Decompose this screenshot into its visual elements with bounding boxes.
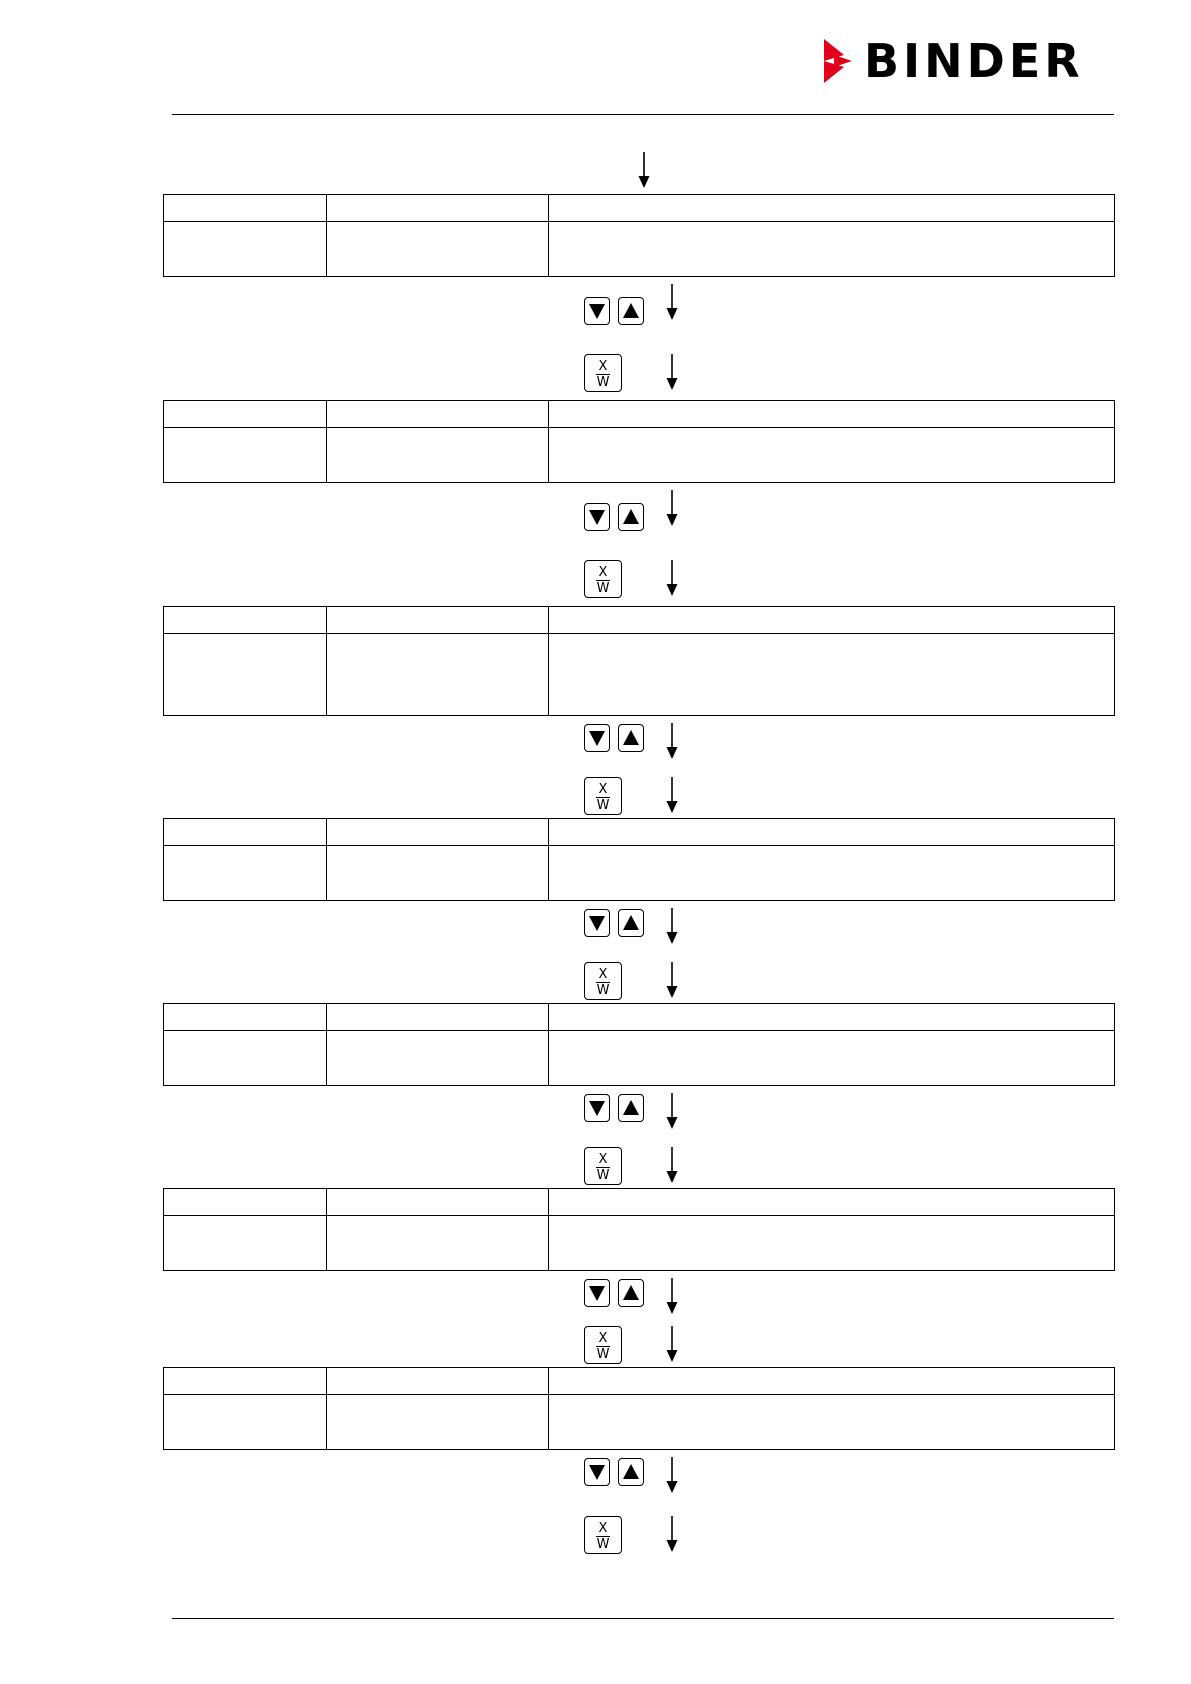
arrow-up-key-icon xyxy=(618,1458,644,1486)
table-cell xyxy=(164,1004,327,1031)
x-w-key-icon xyxy=(584,962,622,1000)
table-cell xyxy=(164,634,327,716)
arrow-keys xyxy=(584,503,646,533)
table-cell xyxy=(327,428,549,483)
binder-logo xyxy=(822,34,1112,88)
table-cell xyxy=(327,401,549,428)
table-cell xyxy=(549,428,1115,483)
down-arrow-icon xyxy=(665,908,679,944)
down-arrow-icon xyxy=(665,723,679,759)
table-row xyxy=(164,1216,1115,1271)
down-arrow-icon xyxy=(665,560,679,596)
arrow-down-key-icon xyxy=(584,503,610,531)
table-cell xyxy=(549,819,1115,846)
table-header-row xyxy=(164,195,1115,222)
binder-logo-mark-icon xyxy=(822,39,854,83)
arrow-keys xyxy=(584,724,646,754)
table-cell xyxy=(164,195,327,222)
table-row xyxy=(164,634,1115,716)
key-label-top: X xyxy=(598,1152,608,1167)
down-arrow-icon xyxy=(665,490,679,526)
table-row xyxy=(164,1031,1115,1086)
x-w-key-icon xyxy=(584,777,622,815)
key-label-bottom: W xyxy=(596,581,610,596)
arrow-keys xyxy=(584,1458,646,1488)
table-cell xyxy=(549,607,1115,634)
down-arrow-icon xyxy=(665,962,679,998)
table-cell xyxy=(549,401,1115,428)
down-arrow-icon xyxy=(665,1457,679,1493)
x-w-key-icon xyxy=(584,1516,622,1554)
arrow-up-key-icon xyxy=(618,724,644,752)
key-label-top: X xyxy=(598,359,608,374)
x-w-key-icon xyxy=(584,1326,622,1364)
step-table-6 xyxy=(163,1188,1115,1271)
header-divider xyxy=(172,114,1114,115)
table-cell xyxy=(327,1216,549,1271)
down-arrow-icon xyxy=(665,284,679,320)
arrow-up-key-icon xyxy=(618,503,644,531)
key-label-top: X xyxy=(598,1521,608,1536)
table-cell xyxy=(549,1368,1115,1395)
table-cell xyxy=(327,195,549,222)
table-cell xyxy=(327,1031,549,1086)
footer-divider xyxy=(172,1618,1114,1619)
table-cell xyxy=(164,846,327,901)
arrow-up-key-icon xyxy=(618,297,644,325)
down-arrow-icon xyxy=(665,1147,679,1183)
table-cell xyxy=(327,634,549,716)
arrow-keys xyxy=(584,1094,646,1124)
arrow-down-key-icon xyxy=(584,1279,610,1307)
key-label-bottom: W xyxy=(596,1347,610,1362)
table-cell xyxy=(327,222,549,277)
down-arrow-icon xyxy=(665,777,679,813)
step-table-1 xyxy=(163,194,1115,277)
table-cell xyxy=(327,846,549,901)
arrow-up-key-icon xyxy=(618,1279,644,1307)
table-cell xyxy=(164,1368,327,1395)
table-cell xyxy=(549,1216,1115,1271)
table-row xyxy=(164,846,1115,901)
table-cell xyxy=(549,195,1115,222)
arrow-down-key-icon xyxy=(584,1458,610,1486)
step-table-7 xyxy=(163,1367,1115,1450)
key-label-bottom: W xyxy=(596,375,610,390)
brand-name: BINDER xyxy=(864,34,1084,88)
arrow-keys xyxy=(584,909,646,939)
step-table-3 xyxy=(163,606,1115,716)
table-row xyxy=(164,428,1115,483)
key-label-top: X xyxy=(598,1331,608,1346)
key-label-top: X xyxy=(598,565,608,580)
table-cell xyxy=(327,1368,549,1395)
arrow-up-key-icon xyxy=(618,1094,644,1122)
table-cell xyxy=(164,428,327,483)
table-cell xyxy=(327,1395,549,1450)
table-cell xyxy=(327,1004,549,1031)
table-cell xyxy=(549,634,1115,716)
table-cell xyxy=(549,1031,1115,1086)
table-cell xyxy=(549,846,1115,901)
table-cell xyxy=(164,1395,327,1450)
key-label-bottom: W xyxy=(596,1168,610,1183)
table-header-row xyxy=(164,1368,1115,1395)
table-cell xyxy=(164,607,327,634)
arrow-keys xyxy=(584,297,646,327)
table-cell xyxy=(327,607,549,634)
arrow-down-key-icon xyxy=(584,297,610,325)
arrow-keys xyxy=(584,1279,646,1309)
table-cell xyxy=(164,1031,327,1086)
key-label-top: X xyxy=(598,782,608,797)
table-header-row xyxy=(164,607,1115,634)
down-arrow-icon xyxy=(665,354,679,390)
x-w-key-icon xyxy=(584,1147,622,1185)
table-cell xyxy=(549,222,1115,277)
arrow-up-key-icon xyxy=(618,909,644,937)
key-label-top: X xyxy=(598,967,608,982)
table-row xyxy=(164,222,1115,277)
table-cell xyxy=(327,1189,549,1216)
arrow-down-key-icon xyxy=(584,724,610,752)
table-header-row xyxy=(164,1189,1115,1216)
step-table-2 xyxy=(163,400,1115,483)
table-cell xyxy=(164,819,327,846)
table-cell xyxy=(164,222,327,277)
key-label-bottom: W xyxy=(596,1537,610,1552)
key-label-bottom: W xyxy=(596,983,610,998)
down-arrow-icon xyxy=(637,152,651,188)
down-arrow-icon xyxy=(665,1326,679,1362)
table-row xyxy=(164,1395,1115,1450)
table-cell xyxy=(549,1189,1115,1216)
table-cell xyxy=(327,819,549,846)
x-w-key-icon xyxy=(584,354,622,392)
table-header-row xyxy=(164,819,1115,846)
down-arrow-icon xyxy=(665,1516,679,1552)
table-cell xyxy=(549,1395,1115,1450)
table-cell xyxy=(549,1004,1115,1031)
table-header-row xyxy=(164,1004,1115,1031)
down-arrow-icon xyxy=(665,1093,679,1129)
table-header-row xyxy=(164,401,1115,428)
arrow-down-key-icon xyxy=(584,909,610,937)
table-cell xyxy=(164,401,327,428)
table-cell xyxy=(164,1189,327,1216)
step-table-5 xyxy=(163,1003,1115,1086)
arrow-down-key-icon xyxy=(584,1094,610,1122)
key-label-bottom: W xyxy=(596,798,610,813)
x-w-key-icon xyxy=(584,560,622,598)
step-table-4 xyxy=(163,818,1115,901)
table-cell xyxy=(164,1216,327,1271)
down-arrow-icon xyxy=(665,1278,679,1314)
